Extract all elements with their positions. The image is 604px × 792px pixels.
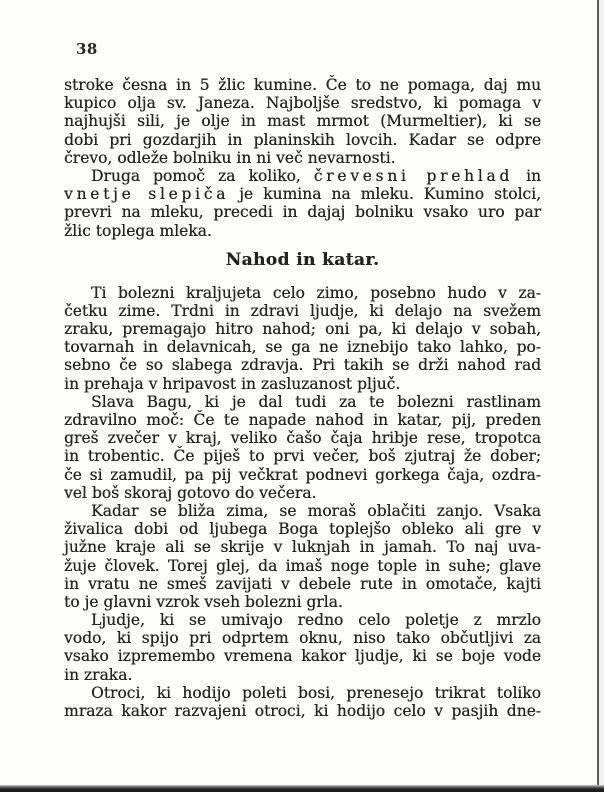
text-line: dobi pri gozdarjih in planinskih lovcih. Kadar se odpre: [64, 130, 541, 149]
paragraph-winter-illness: [64, 284, 541, 393]
paragraph-continuation: [64, 76, 541, 167]
emphasized-text: črevesni prehlad: [313, 166, 514, 185]
scan-edge-line: [597, 0, 599, 787]
text-line: [64, 185, 541, 203]
text-line: vodo, ki spijo pri odprtem oknu, niso tako občutljivi za: [64, 629, 541, 648]
text-line: prevri na mleku, precedi in dajaj bolniku vsako uro par: [64, 203, 541, 222]
emphasized-text: vnetje slepiča: [64, 185, 230, 204]
text-line: tovarnah in delavnicah, se ga ne iznebijo tako lahko, po-: [64, 338, 541, 357]
paragraph-cold-water: [64, 611, 541, 684]
paragraph-barefoot-children: [64, 684, 541, 720]
text-line: kupico olja sv. Janeza. Najboljše sredstvo, ki pomaga v: [64, 94, 541, 113]
text-line: Otroci, ki hodijo poleti bosi, prenesejo trikrat toliko: [91, 683, 541, 702]
scan-edge-bottom: [0, 785, 604, 792]
text-line: Slava Bagu, ki je dal tudi za te bolezni rastlinam: [91, 392, 541, 411]
text-line: Ljudje, ki se umivajo redno celo poletje z mrzlo: [91, 611, 541, 630]
text-line: in zraka.: [64, 665, 133, 684]
text-line: Ti bolezni kraljujeta celo zimo, posebno hudo v za-: [91, 283, 541, 302]
paragraph-kumina-remedy: [64, 167, 541, 240]
text-line: sebno če so slabega zdravja. Pri takih se drži nahod rad: [64, 356, 541, 375]
paragraph-tea-remedy: [64, 393, 541, 502]
text-line: če si zamudil, pa pij večkrat podnevi gorkega čaja, ozdra-: [64, 465, 541, 484]
paragraph-winter-clothing: [64, 502, 541, 611]
text-line: to je glavni vzrok vseh bolezni grla.: [64, 592, 343, 611]
text-line: zdravilno moč: Če te napade nahod in katar, pij, preden: [64, 411, 541, 429]
text-line: južne kraje ali se skrije v luknjah in jamah. To naj uva-: [64, 538, 541, 557]
text-segment: in: [513, 166, 541, 185]
page-number: 38: [76, 40, 98, 58]
text-line: vsako izpremembo vremena kakor ljudje, ki se boje vode: [64, 647, 541, 666]
text-line: in vratu ne smeš zavijati v debele rute in omotače, kajti: [64, 574, 541, 593]
section-heading: Nahod in katar.: [225, 249, 380, 270]
text-line: Kadar se bliža zima, se moraš oblačiti zanjo. Vsaka: [91, 501, 541, 520]
text-line: mraza kakor razvajeni otroci, ki hodijo celo v pasjih dne-: [64, 702, 541, 720]
text-line: žuje človek. Torej glej, da imaš noge tople in suhe; glave: [64, 556, 541, 575]
scan-margin-right: [599, 0, 604, 787]
text-line: [64, 167, 541, 185]
text-line: vel boš skoraj gotovo do večera.: [64, 483, 317, 502]
page-text-column: [64, 76, 541, 720]
text-line: žlic toplega mleka.: [64, 221, 212, 240]
text-line: in prehaja v hripavost in zasluzanost pljuč.: [64, 374, 401, 393]
text-line: greš zvečer v kraj, veliko čašo čaja hribje rese, tropotca: [64, 429, 541, 448]
text-line: črevo, odleže bolniku in ni več nevarnosti.: [64, 148, 396, 167]
text-line: in trobentic. Če piješ to prvi večer, boš zjutraj že dober;: [64, 447, 541, 466]
text-line: najhujši sili, je olje in mast mrmot (Murmeltier), ki se: [64, 112, 541, 131]
text-line: živalica dobi od ljubega Boga toplejšo obleko ali gre v: [64, 520, 541, 539]
text-segment: Druga pomoč za koliko,: [91, 166, 314, 185]
text-segment: je kumina na mleku. Kumino stolci,: [229, 185, 541, 204]
text-line: stroke česna in 5 žlic kumine. Če to ne pomaga, daj mu: [64, 76, 541, 94]
text-line: četku zime. Trdni in zdravi ljudje, ki delajo na svežem: [64, 301, 541, 320]
text-line: zraku, premagajo hitro nahod; oni pa, ki delajo v sobah,: [64, 320, 541, 339]
